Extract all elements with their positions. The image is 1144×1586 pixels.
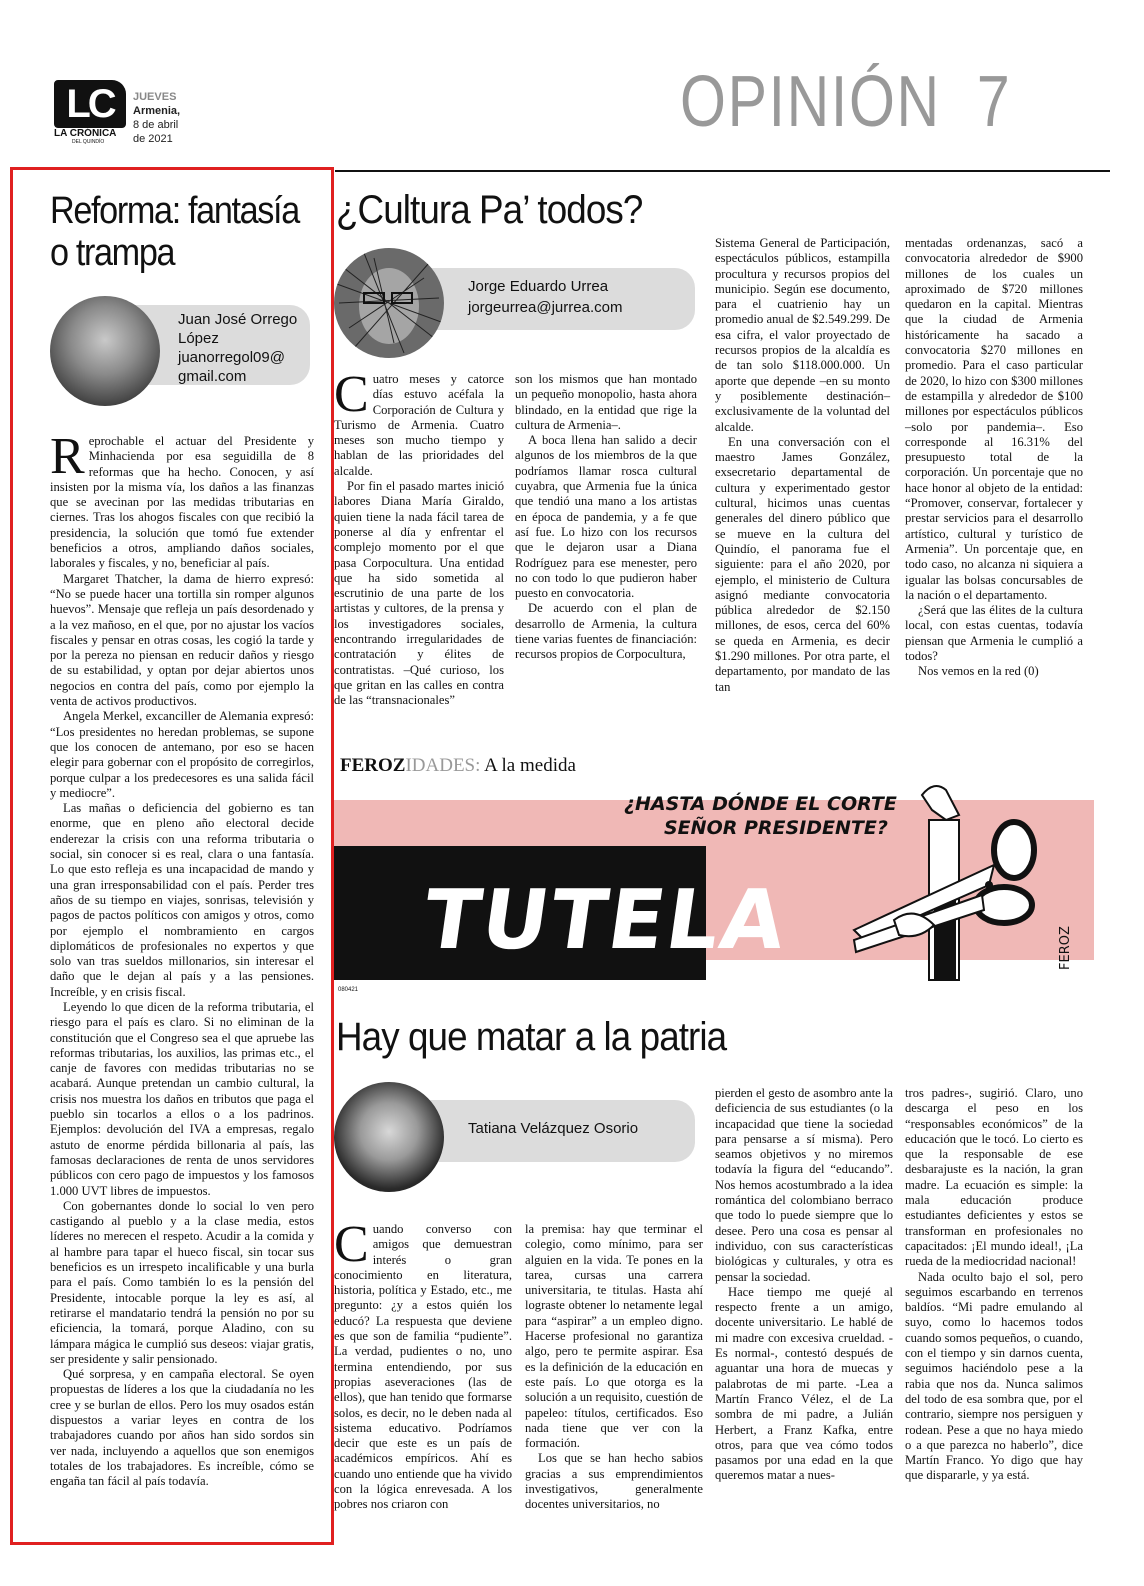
author-photo [334, 1082, 444, 1192]
paragraph: Nada oculto bajo el sol, pero seguimos escarbando en terrenos baldíos. “Mi padre emulando al suyo, como lo hacemos todos cuando somos pequeños, o cuando, con el tiempo y sin darnos cuenta, seguimos haciéndolo pese a la rabia que nos da. Nunca salimos del todo de esa sombra que, por el contrario, siempre nos persiguen y rodean. Pese a que no haya miedo o a que parezca no haberlo”, dice Martín Franco. Yo digo que hay que dispararle, y ya está. [905, 1269, 1083, 1483]
paragraph: Nos vemos en la red (0) [918, 664, 1039, 679]
author-photo [334, 248, 444, 358]
section-title: OPINIÓN [680, 62, 941, 142]
author-name: Tatiana Velázquez Osorio [468, 1120, 639, 1137]
author-email: jorgeurrea@jurrea.com [468, 299, 623, 316]
article-title: ¿Cultura Pa’ todos? [336, 188, 643, 232]
cartoon-heading-title: A la medida [480, 755, 576, 776]
paragraph-text: eprochable el actuar del Presidente y Minhacienda por esa seguidilla de 8 reformas que ha hecho. Conocen, y así insisten por la misma vía, los daños a las finanzas que se avecinan por las medidas tributarias en ciernes. Tras los ahogos fiscales con que recibió la presidencia, la solución que tomó fue extender beneficios a otros, ampliando daños sociales, laborales y fiscales, y no, beneficiar al país. [50, 434, 314, 571]
paragraph: Angela Merkel, excanciller de Alemania expresó: “Los presidentes no heredan problemas, se supone que los conocen de antemano, por eso se hacen elegir para gobernar con el propósito de corregirlos, porque culpar a los predecesores es una salida fácil y mediocre”. [50, 709, 314, 800]
article-title-line2: o trampa [50, 232, 175, 274]
speech-line1: ¿HASTA DÓNDE EL CORTE [624, 793, 897, 815]
author-email-line1: juanorregol09@ [178, 349, 285, 366]
paragraph: pierden el gesto de asombro ante la deficiencia de sus estudiantes (o la incapacidad que tiene la sociedad para pensarse a sí misma). Pero seamos objetivos y no miremos todavía la figura del “educando”. Nos hemos acostumbrado a la idea romántica del colombiano berraco que todo lo puede siempre que lo desee. Pero una cosa es pensar al individuo, con sus características biológicas y culturales, y otra es pensar la sociedad. [715, 1086, 893, 1284]
cartoon-heading [340, 754, 576, 778]
dateline-day: JUEVES [133, 91, 177, 103]
header-rule [335, 170, 1110, 172]
author-name-line1: Juan José Orrego [178, 311, 298, 328]
cartoon-heading-bold: FEROZ [340, 755, 406, 776]
paragraph: ¿Será que las élites de la cultura local, con estas cuentas, todavía piensan que Armenia le cumplió a todos? [905, 603, 1083, 664]
paragraph: De acuerdo con el plan de desarrollo de Armenia, la cultura tiene varias fuentes de financiación: recursos propios de Corpocultura, [515, 601, 697, 662]
page-number: 7 [976, 62, 1012, 142]
drop-cap: C [334, 366, 369, 423]
author-info [468, 276, 622, 318]
paragraph [334, 1216, 512, 1513]
article-title-line1: Reforma: fantasía [50, 190, 299, 232]
paragraph: son los mismos que han montado un pequeño monopolio, hasta ahora blindado, en la entidad que rige la cultura de Armenia–. [515, 372, 697, 432]
editorial-cartoon [334, 780, 1094, 985]
article-title: Hay que matar a la patria [336, 1015, 727, 1059]
paragraph: Sistema General de Participación, espectáculos públicos, estampilla procultura y recursos propios del municipio. Según ese documento, para el cuatrienio hay un promedio anual de $2.549.299. De esa cifra, el valor proyectado de recursos propios de la alcaldía es de tan solo $118.000.000. Un aporte que depende –en su monto y posiblemente destinación– exclusivamente de la voluntad del alcalde. [715, 236, 890, 434]
paragraph-text: uatro meses y catorce días estuvo acéfala la Corporación de Cultura y Turismo de Armenia. Cuatro meses son mucho tiempo y hablan de las prioridades del alcalde. [334, 372, 504, 478]
article-column [715, 236, 890, 695]
author-email-line2: gmail.com [178, 368, 247, 385]
paragraph: Margaret Thatcher, la dama de hierro expresó: “No se puede hacer una tortilla sin romper algunos huevos”. Mensaje que refleja un país desordenado y a la vez mañoso, en el que, por no ajustar los vacíos fiscales y pensar en otras cosas, les cogió la tarde y por la pereza no piensan en reducir daños y riesgo de su estabilidad, y optan por dejar abiertos unos negocios en contra del país, como por ejemplo la venta de activos productivos. [50, 571, 314, 709]
paragraph: Leyendo lo que dicen de la reforma tributaria, el riesgo para el país es claro. Si no eliminan de la constitución que el Congreso sea el que apruebe las reformas tributarias, los auxilios, las primas etc., el canje de favores con medidas tributarias no se acabará. Aunque pretendan un cambio cultural, la crisis nos muestra los daños en tributos que paga el pueblo sin tocarlos a ellos o a los padrinos. Ejemplos: devolución del IVA a empresas, regalo astuto de enorme pérdida billonaria al país, las famosas declaraciones de renta de unos servidores públicos con cero pago de impuestos y los famosos 1.000 UVT libres de impuestos. [50, 999, 314, 1198]
cartoon-code: 080421 [338, 987, 359, 993]
paragraph: mentadas ordenanzas, sacó a convocatoria alrededor de $900 millones de los cuales un aproximado de $720 millones quedaron en la capital. Mientras que la ciudad de Armenia históricamente ha sacado a convocatoria $270 millones en promedio. Para el caso particular de 2020, lo hizo con $300 millones de estampilla y alrededor de $100 millones por espectáculos públicos –solo por pandemia–. Eso corresponde al 16.31% del presupuesto total de la corporación. Un porcentaje que no hace honor al objeto de la entidad: “Promover, conservar, fortalecer y prestar servicios para el desarrollo artístico, cultural y turístico de Armenia”. Un porcentaje que, en todo caso, no alcanza ni siquiera a igualar las bolsas concursables de la nación o el departamento. [905, 236, 1083, 602]
dateline-date: 8 de abril [133, 119, 179, 131]
paragraph: En una conversación con el maestro James González, exsecretario departamental de cultura y experimentado gestor cultural, hicimos unas cuentas generales del dinero público que se mueve en la cultura del Quindío, el panorama fue el siguiente: para el año 2020, por ejemplo, el ministerio de Cultura asignó mediante convocatoria pública alrededor de $2.150 millones, de esos, cerca del 60% se queda en Armenia, es decir $1.290 millones. Por otra parte, el departamento, por mandato de las tan [715, 434, 890, 694]
logo-mark: LC [54, 80, 126, 128]
article-column [905, 1086, 1083, 1484]
dateline [133, 90, 180, 146]
logo-subname: DEL QUINDÍO [72, 139, 105, 145]
article-title [50, 190, 298, 274]
paragraph [334, 366, 504, 479]
paragraph: Qué sorpresa, y en campaña electoral. Se oyen propuestas de líderes a los que la ciudadanía no les cree y se burlan de ellos. Pero los muy osados están dispuestos a variar leyes en contra de los trabajadores cuando por años han sido sordos sin ver nada, incluyendo a aquellos que son enemigos totales de los trabajadores. Es increíble, cómo se engaña tan fácil al país todavía. [50, 1367, 314, 1489]
paragraph: Con gobernantes donde lo social lo ven pero castigando al pueblo y a la clase media, estos líderes no merecen el respeto. Acudir a la comida y al hambre para tapar el hueco fiscal, sin tocar sus beneficios es un irrespeto incalificable y una burla para el país. Como también lo es la pensión del Presidente, intocable porque la ley es así, al retirarse el mandatario tendrá la pensión no por su eficiencia, la tomará, porque Aladino, con su lámpara mágica le cumplió sus deseos: viajar gratis, ser presidente y salir pensionado. [50, 1198, 314, 1366]
article-column [905, 236, 1083, 680]
newspaper-logo [54, 80, 126, 145]
section-header [680, 62, 1011, 142]
cartoon-heading-grey: IDADES: [405, 755, 481, 776]
logo-name: LA CRÓNICA [54, 128, 117, 139]
article-column [334, 1216, 512, 1513]
author-photo-image [334, 248, 444, 358]
paragraph [50, 428, 314, 572]
paragraph: Los que se han hecho sabios gracias a sus emprendimientos investigativos, generalmente docentes universitarios, no [525, 1451, 703, 1512]
author-name-line2: López [178, 330, 219, 347]
drop-cap: C [334, 1216, 369, 1273]
author-name: Jorge Eduardo Urrea [468, 278, 609, 295]
cartoonist-signature: FEROZ [1058, 926, 1073, 970]
article-column [334, 366, 504, 709]
dateline-city: Armenia, [133, 105, 181, 117]
article-column [525, 1222, 703, 1513]
drop-cap: R [50, 428, 85, 485]
paragraph: Las mañas o deficiencia del gobierno es tan enorme, que en pleno año electoral decide enderezar la crisis con una reforma tributaria o social, sin conocer si es real, clara o una fantasía. Lo que esto refleja es una incapacidad de mando y una gran irresponsabilidad con el país. Perder tres años de su tiempo en viajes, sonrisas, televisión y pagos de pactos políticos con amigos y otros, como por ejemplo el nombramiento en cargos diplomáticos de profesionales no expertos y que solo van tras sueldos millonarios, sin interesar el daño que le dejan al país y a las pensiones. Increíble, y en crisis fiscal. [50, 801, 314, 999]
paragraph: A boca llena han salido a decir algunos de los miembros de la que podríamos llamar rosca cultural cuyabra, que Armenia fue la única que tendió una mano a los artistas en época de pandemia, y a fe que así fue. Lo hizo con los recursos que le dejaron usar a Diana Rodríguez para ese menester, pero no con todo lo que pudieron haber puesto en convocatoria. [515, 433, 697, 601]
article-column [715, 1086, 893, 1484]
article-column [515, 372, 697, 663]
paragraph: Hace tiempo me quejé al respecto frente a un amigo, docente universitario. Le hablé de mi madre con excesiva crueldad. -Es normal-, contestó después de aguantar una hora de muecas y palabrotas de mi parte. -Lea a Martín Franco Vélez, el de La sombra de mi padre, a Julián Herbert, a Franz Kafka, entre otros, para que vea cómo todos pasamos por una edad en la que queremos matar a nues- [715, 1284, 893, 1483]
dateline-year: de 2021 [133, 133, 173, 145]
speech-line2: SEÑOR PRESIDENTE? [664, 817, 888, 839]
article-body [50, 428, 314, 1489]
tutela-word: TUTELA [417, 873, 794, 968]
paragraph: la premisa: hay que terminar el colegio, como mínimo, para ser alguien en la vida. Te pones en la tarea, cursas una carrera universitaria, te titulas. Hasta ahí lograste obtener lo netamente legal para “aspirar” a un empleo digno. Hacerse profesional no garantiza algo, pero te permite aspirar. Esa es la definición de la educación en este país. Lo que otorga es la solución a un requisito, cuestión de papeleo: títulos, certificados. Eso nada tiene que ver con la formación. [525, 1222, 703, 1451]
paragraph: tros padres-, sugirió. Claro, uno descarga el peso en los “responsables económicos” de la educación que le tocó. Lo cierto es que la responsable de ese desbarajuste es la nación, la gran madre. La ecuación es simple: la mala educación produce estudiantes deficientes y estos se transforman en profesionales no capacitados: ¡El mundo ideal!, ¡La rueda de la mediocridad nacional! [905, 1086, 1083, 1269]
paragraph: Por fin el pasado martes inició labores Diana María Giraldo, quien tiene la nada fácil tarea de ponerse al día y enfrentar el complejo momento por el que pasa Corpocultura. Una entidad que ha sido sometida al escrutinio de una parte de los artistas y cultores, de la prensa y los investigadores sociales, encontrando irregularidades de contratación y élites de contratistas. –Qué curioso, los que gritan en las calles en contra de las “transnacionales” [334, 479, 504, 708]
author-photo [50, 296, 160, 406]
paragraph-text: uando converso con amigos que demuestran interés o gran conocimiento en literatura, historia, política y Estado, etc., me pregunto: ¿y a estos quién los educó? La respuesta que deviene es que son de familia “pudiente”. La verdad, pudientes o no, uno termina entendiendo, por sus propias aseveraciones (las de ellos), que han tenido que formarse solos, es decir, no le deben nada al sistema educativo. Podríamos decir que este es un país de académicos empíricos. Ahí es cuando uno entiende que ha vivido con la lógica enrevesada. A los pobres nos criaron con [334, 1222, 512, 1512]
author-info [178, 310, 308, 386]
